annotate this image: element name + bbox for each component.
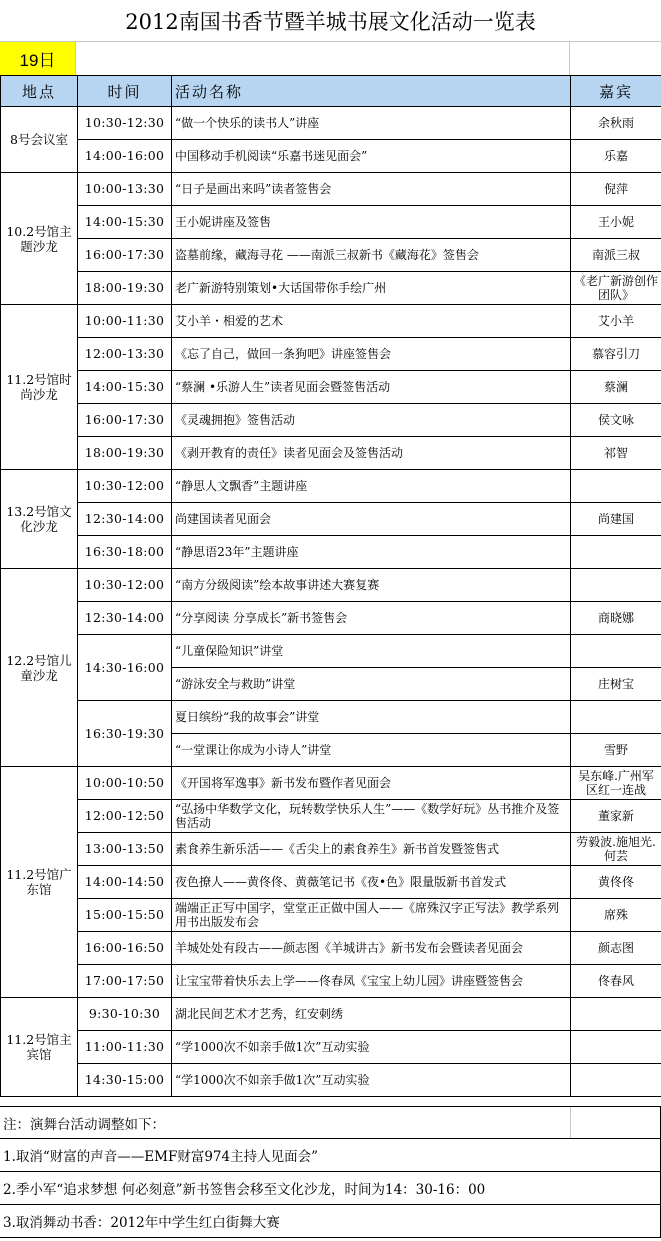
table-row [1,272,661,305]
guest-cell [571,569,661,602]
time-cell: 10:00-10:50 [78,767,172,800]
activity-cell: 中国移动手机阅读“乐嘉书迷见面会” [172,140,571,173]
activity-cell: 《开国将军逸事》新书发布暨作者见面会 [172,767,571,800]
activity-cell: 夜色撩人——黄佟佟、黄薇笔记书《夜•色》限量版新书首发式 [172,866,571,899]
activity-cell: 素食养生新乐活——《舌尖上的素食养生》新书首发暨签售式 [172,833,571,866]
guest-cell: 祁智 [571,437,661,470]
time-cell: 16:00-16:50 [78,932,172,965]
guest-cell: 乐嘉 [571,140,661,173]
activity-cell: “蔡澜 •乐游人生”读者见面会暨签售活动 [172,371,571,404]
guest-cell [571,635,661,668]
page-title: 2012南国书香节暨羊城书展文化活动一览表 [125,9,536,34]
venue-cell: 12.2号馆儿童沙龙 [1,569,78,767]
time-cell: 18:00-19:30 [78,272,172,305]
guest-cell: 王小妮 [571,206,661,239]
guest-cell: 倪萍 [571,173,661,206]
table-row [1,338,661,371]
table-row [1,800,661,833]
activity-cell: “分享阅读 分享成长”新书签售会 [172,602,571,635]
table-row [1,767,661,800]
activity-cell: 湖北民间艺术才艺秀，红安刺绣 [172,998,571,1031]
table-row [1,404,661,437]
time-cell: 14:30-16:00 [78,635,172,701]
time-cell: 16:30-18:00 [78,536,172,569]
header-venue: 地点 [1,76,78,107]
table-row [1,866,661,899]
guest-cell: 侯文咏 [571,404,661,437]
guest-cell: 黄佟佟 [571,866,661,899]
guest-cell [571,998,661,1031]
notes-heading-row [0,1106,660,1139]
table-row [1,503,661,536]
time-cell: 11:00-11:30 [78,1031,172,1064]
table-row [1,1031,661,1064]
time-cell: 10:00-11:30 [78,305,172,338]
time-cell: 10:30-12:00 [78,470,172,503]
venue-cell: 8号会议室 [1,107,78,173]
activity-cell: “学1000次不如亲手做1次”互动实验 [172,1064,571,1097]
grid-cell [76,41,570,75]
venue-cell: 13.2号馆文化沙龙 [1,470,78,569]
venue-cell: 11.2号馆主宾馆 [1,998,78,1097]
activity-cell: 让宝宝带着快乐去上学——佟春凤《宝宝上幼儿园》讲座暨签售会 [172,965,571,998]
time-cell: 12:30-14:00 [78,503,172,536]
activity-cell: 《忘了自己，做回一条狗吧》讲座签售会 [172,338,571,371]
activity-cell: “一堂课让你成为小诗人”讲堂 [172,734,571,767]
header-guest: 嘉宾 [571,76,661,107]
table-row [1,305,661,338]
grid-cell [570,41,661,75]
guest-cell: 佟春风 [571,965,661,998]
activity-cell: 端端正正写中国字，堂堂正正做中国人——《席殊汉字正写法》教学系列用书出版发布会 [172,899,571,932]
table-row [1,437,661,470]
time-cell: 14:00-15:30 [78,371,172,404]
activity-cell: “学1000次不如亲手做1次”互动实验 [172,1031,571,1064]
time-cell: 14:00-14:50 [78,866,172,899]
table-row [1,965,661,998]
activity-cell: “南方分级阅读”绘本故事讲述大赛复赛 [172,569,571,602]
table-row [1,1064,661,1097]
activity-cell: 老广新游特别策划•大话国带你手绘广州 [172,272,571,305]
activity-cell: 艾小羊・相爱的艺术 [172,305,571,338]
table-row [1,536,661,569]
guest-cell: 庄树宝 [571,668,661,701]
table-row [1,932,661,965]
grid-divider [570,1107,571,1138]
activity-cell: “日子是画出来吗”读者签售会 [172,173,571,206]
note-item [0,1172,660,1205]
table-row [1,701,661,734]
activity-cell: “儿童保险知识”讲堂 [172,635,571,668]
guest-cell [571,1031,661,1064]
activity-cell: “静思语23年”主题讲座 [172,536,571,569]
table-row [1,371,661,404]
guest-cell: 尚建国 [571,503,661,536]
guest-cell: 吴东峰.广州军区红一连战 [571,767,661,800]
table-row [1,173,661,206]
activity-cell: 盗墓前缘，藏海寻花 ——南派三叔新书《藏海花》签售会 [172,239,571,272]
guest-cell: 席殊 [571,899,661,932]
guest-cell: 蔡澜 [571,371,661,404]
time-cell: 16:00-17:30 [78,404,172,437]
activity-cell: “弘扬中华数学文化，玩转数学快乐人生”——《数学好玩》丛书推介及签售活动 [172,800,571,833]
time-cell: 10:30-12:00 [78,569,172,602]
time-cell: 16:00-17:30 [78,239,172,272]
activity-cell: “游泳安全与救助”讲堂 [172,668,571,701]
time-cell: 17:00-17:50 [78,965,172,998]
note-text: 1.取消“财富的声音——EMF财富974主持人见面会” [3,1149,318,1165]
notes-section [0,1106,661,1238]
table-row [1,899,661,932]
notes-heading: 注：演舞台活动调整如下： [3,1116,165,1133]
header-time: 时间 [78,76,172,107]
guest-cell [571,701,661,734]
time-cell: 13:00-13:50 [78,833,172,866]
guest-cell: 董家新 [571,800,661,833]
table-row [1,833,661,866]
note-item [0,1139,660,1172]
header-activity-name: 活动名称 [172,76,571,107]
venue-cell: 10.2号馆主题沙龙 [1,173,78,305]
table-row [1,239,661,272]
note-text: 2.季小军“追求梦想 何必刻意”新书签售会移至文化沙龙，时间为14：30-16：00 [3,1182,486,1198]
time-cell: 9:30-10:30 [78,998,172,1031]
day-badge: 19日 [0,41,76,75]
table-row [1,107,661,140]
venue-cell: 11.2号馆广东馆 [1,767,78,998]
guest-cell: 商晓娜 [571,602,661,635]
guest-cell: 南派三叔 [571,239,661,272]
time-cell: 14:00-16:00 [78,140,172,173]
note-item [0,1205,660,1238]
guest-cell: 劳毅波.施旭光.何芸 [571,833,661,866]
time-cell: 14:30-15:00 [78,1064,172,1097]
activity-cell: 《灵魂拥抱》签售活动 [172,404,571,437]
table-row [1,602,661,635]
table-row [1,635,661,668]
guest-cell: 艾小羊 [571,305,661,338]
header-row [1,76,661,107]
time-cell: 16:30-19:30 [78,701,172,767]
time-cell: 18:00-19:30 [78,437,172,470]
guest-cell [571,1064,661,1097]
activity-cell: 羊城处处有段古——颜志图《羊城讲古》新书发布会暨读者见面会 [172,932,571,965]
table-row [1,998,661,1031]
venue-cell: 11.2号馆时尚沙龙 [1,305,78,470]
activity-cell: 夏日缤纷“我的故事会”讲堂 [172,701,571,734]
guest-cell [571,470,661,503]
activity-cell: 王小妮讲座及签售 [172,206,571,239]
time-cell: 12:00-12:50 [78,800,172,833]
activity-cell: 尚建国读者见面会 [172,503,571,536]
day-row [0,41,661,75]
activity-cell: 《剥开教育的责任》读者见面会及签售活动 [172,437,571,470]
time-cell: 12:00-13:30 [78,338,172,371]
guest-cell: 慕容引刀 [571,338,661,371]
guest-cell [571,536,661,569]
time-cell: 10:30-12:30 [78,107,172,140]
table-row [1,470,661,503]
schedule-table [0,75,661,1097]
guest-cell: 余秋雨 [571,107,661,140]
time-cell: 15:00-15:50 [78,899,172,932]
note-text: 3.取消舞动书香：2012年中学生红白街舞大赛 [3,1215,280,1231]
time-cell: 12:30-14:00 [78,602,172,635]
guest-cell: 雪野 [571,734,661,767]
activity-cell: “静思人文飘香”主题讲座 [172,470,571,503]
activity-cell: “做一个快乐的读书人”讲座 [172,107,571,140]
time-cell: 14:00-15:30 [78,206,172,239]
guest-cell: 《老广新游创作团队》 [571,272,661,305]
table-row [1,206,661,239]
guest-cell: 颜志图 [571,932,661,965]
time-cell: 10:00-13:30 [78,173,172,206]
table-row [1,140,661,173]
table-row [1,569,661,602]
